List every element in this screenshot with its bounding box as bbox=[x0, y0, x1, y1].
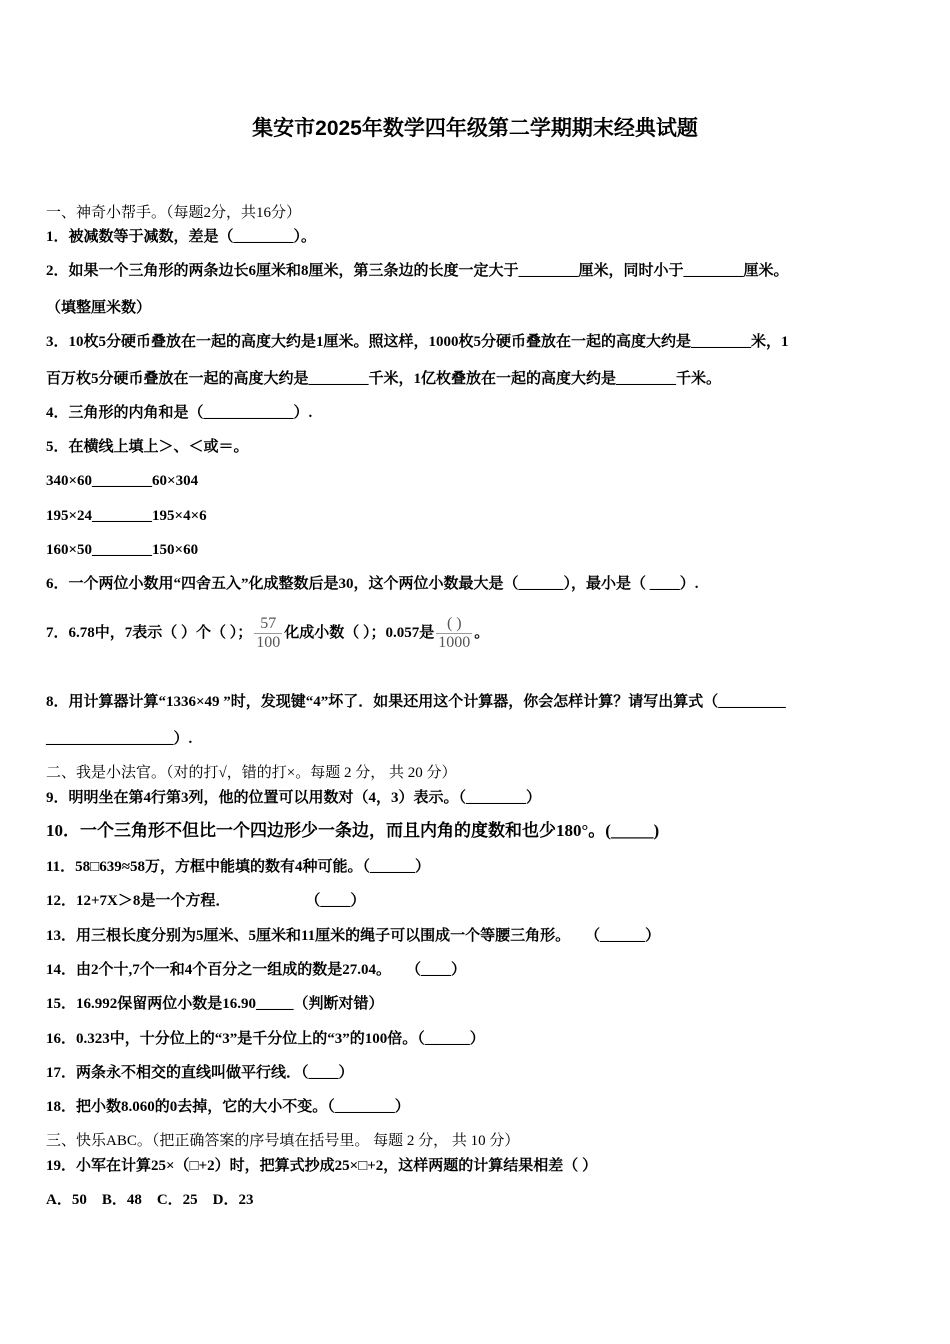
question-5-item-c: 160×50________150×60 bbox=[46, 542, 199, 558]
question-19: 19．小军在计算25×（□+2）时，把算式抄成25×□+2，这样两题的计算结果相差（ ） bbox=[46, 1158, 598, 1174]
fraction-numerator: 57 bbox=[254, 615, 282, 634]
question-14: 14．由2个十,7个一和4个百分之一组成的数是27.04。 （____） bbox=[46, 962, 467, 978]
section-1-header: 一、神奇小帮手。（每题2分，共16分） bbox=[46, 205, 302, 221]
question-5-item-a: 340×60________60×304 bbox=[46, 473, 199, 489]
question-2-line-1: 2．如果一个三角形的两条边长6厘米和8厘米，第三条边的长度一定大于________厘米，同时小于________厘米。 bbox=[46, 263, 789, 279]
question-5-item-b: 195×24________195×4×6 bbox=[46, 508, 207, 524]
question-3-line-2: 百万枚5分硬币叠放在一起的高度大约是________千米，1亿枚叠放在一起的高度大约是________千米。 bbox=[46, 371, 722, 387]
fraction-57-100 bbox=[254, 615, 282, 652]
question-12: 12．12+7X＞8是一个方程． （____） bbox=[46, 893, 366, 909]
question-7-part-3: 。 bbox=[474, 625, 490, 641]
section-2-header: 二、我是小法官。（对的打√，错的打×。每题 2 分， 共 20 分） bbox=[46, 765, 457, 781]
fraction-denominator: 100 bbox=[256, 634, 281, 652]
question-15: 15．16.992保留两位小数是16.90_____（判断对错） bbox=[46, 996, 384, 1012]
question-10: 10．一个三角形不但比一个四边形少一条边，而且内角的度数和也少180°。(_____) bbox=[46, 821, 660, 840]
question-11: 11．58□639≈58万，方框中能填的数有4种可能。（______） bbox=[46, 859, 430, 875]
question-17: 17．两条永不相交的直线叫做平行线．（____） bbox=[46, 1065, 354, 1081]
question-7 bbox=[46, 613, 489, 653]
question-6: 6．一个两位小数用“四舍五入”化成整数后是30，这个两位小数最大是（______），最小是（ ____）. bbox=[46, 576, 699, 592]
question-7-part-1: 7．6.78中，7表示（ ）个（ ）； bbox=[46, 625, 253, 641]
question-13: 13．用三根长度分别为5厘米、5厘米和11厘米的绳子可以围成一个等腰三角形。 （______） bbox=[46, 928, 661, 944]
question-8-line-2: _________________）. bbox=[46, 731, 193, 747]
fraction-denominator: 1000 bbox=[438, 634, 471, 652]
question-7-part-2: 化成小数（ ）；0.057是 bbox=[284, 625, 435, 641]
question-8-line-1: 8．用计算器计算“1336×49 ”时，发现键“4”坏了．如果还用这个计算器，你会怎样计算？请写出算式（_________ bbox=[46, 694, 786, 710]
question-18: 18．把小数8.060的0去掉，它的大小不变。（________） bbox=[46, 1099, 410, 1115]
question-4: 4．三角形的内角和是（____________）. bbox=[46, 405, 313, 421]
question-3-line-1: 3．10枚5分硬币叠放在一起的高度大约是1厘米。照这样，1000枚5分硬币叠放在一起的高度大约是________米，1 bbox=[46, 334, 789, 350]
question-5: 5．在横线上填上＞、＜或＝。 bbox=[46, 439, 249, 455]
question-9: 9．明明坐在第4行第3列，他的位置可以用数对（4，3）表示。（________） bbox=[46, 790, 542, 806]
section-3-header: 三、快乐ABC。（把正确答案的序号填在括号里。 每题 2 分， 共 10 分） bbox=[46, 1133, 520, 1149]
fraction-numerator: ( ) bbox=[436, 615, 472, 634]
fraction-blank-1000 bbox=[436, 615, 472, 652]
exam-title: 集安市2025年数学四年级第二学期期末经典试题 bbox=[252, 117, 698, 140]
question-1: 1．被减数等于减数，差是（________）。 bbox=[46, 229, 317, 245]
question-16: 16．0.323中，十分位上的“3”是千分位上的“3”的100倍。（______） bbox=[46, 1031, 485, 1047]
question-19-options: A．50 B．48 C．25 D．23 bbox=[46, 1192, 254, 1208]
question-2-line-2: （填整厘米数） bbox=[46, 300, 152, 316]
